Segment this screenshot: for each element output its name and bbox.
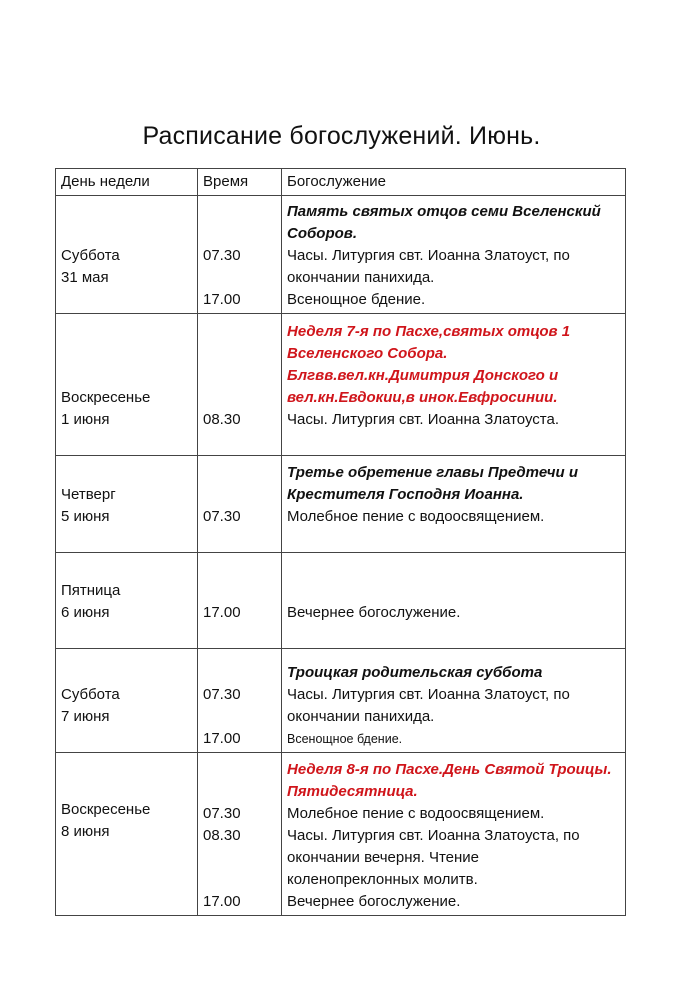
day-cell <box>56 456 198 553</box>
day-date: 6 июня <box>61 604 110 621</box>
page-title: Расписание богослужений. Июнь. <box>142 122 541 150</box>
day-name: Воскресенье <box>61 801 151 818</box>
column-header-service: Богослужение <box>282 169 626 196</box>
day-name: Пятница <box>61 582 121 599</box>
day-cell <box>56 196 198 314</box>
service-cell <box>282 314 626 456</box>
table-row <box>56 314 626 456</box>
service-cell <box>282 196 626 314</box>
service-text: коленопреклонных молитв. <box>287 871 478 888</box>
service-text: Вечернее богослужение. <box>287 893 461 910</box>
day-name: Суббота <box>61 686 120 703</box>
day-date: 31 мая <box>61 269 109 286</box>
day-cell <box>56 553 198 649</box>
service-text: окончании панихида. <box>287 708 435 725</box>
feast-title: Крестителя Господня Иоанна. <box>287 486 524 503</box>
service-cell <box>282 753 626 916</box>
service-time: 07.30 <box>203 247 241 264</box>
feast-title-red: Неделя 8-я по Пасхе.День Святой Троицы. <box>287 761 612 778</box>
service-time: 07.30 <box>203 686 241 703</box>
table-row <box>56 753 626 916</box>
feast-title: Третье обретение главы Предтечи и <box>287 464 579 481</box>
service-text: Вечернее богослужение. <box>287 604 461 621</box>
time-cell <box>198 753 282 916</box>
service-text: окончании панихида. <box>287 269 435 286</box>
day-date: 1 июня <box>61 411 110 428</box>
service-text: Часы. Литургия свт. Иоанна Златоуст, по <box>287 686 570 703</box>
schedule-table <box>55 168 626 916</box>
service-time: 08.30 <box>203 411 241 428</box>
feast-title-red: Вселенского Собора. <box>287 345 448 362</box>
time-cell <box>198 553 282 649</box>
service-time: 08.30 <box>203 827 241 844</box>
day-cell <box>56 649 198 753</box>
day-date: 8 июня <box>61 823 110 840</box>
table-row <box>56 456 626 553</box>
day-name: Суббота <box>61 247 120 264</box>
feast-title-red: Неделя 7-я по Пасхе,святых отцов 1 <box>287 323 571 340</box>
feast-title-red: Блгвв.вел.кн.Димитрия Донского и <box>287 367 559 384</box>
service-text: Часы. Литургия свт. Иоанна Златоуст, по <box>287 247 570 264</box>
day-name: Четверг <box>61 486 116 503</box>
service-time: 17.00 <box>203 291 241 308</box>
day-date: 7 июня <box>61 708 110 725</box>
service-text: Всенощное бдение. <box>287 732 403 746</box>
service-text: Всенощное бдение. <box>287 291 426 308</box>
table-row <box>56 649 626 753</box>
day-cell <box>56 753 198 916</box>
time-cell <box>198 314 282 456</box>
table-row <box>56 553 626 649</box>
day-cell <box>56 314 198 456</box>
table-header-row <box>56 169 626 196</box>
time-cell <box>198 456 282 553</box>
service-time: 17.00 <box>203 893 241 910</box>
service-cell <box>282 553 626 649</box>
service-cell <box>282 649 626 753</box>
column-header-day: День недели <box>56 169 198 196</box>
table-row <box>56 196 626 314</box>
time-cell <box>198 649 282 753</box>
service-time: 07.30 <box>203 805 241 822</box>
service-time: 07.30 <box>203 508 241 525</box>
service-time: 17.00 <box>203 604 241 621</box>
service-time: 17.00 <box>203 730 241 747</box>
feast-title-red: Пятидесятница. <box>287 783 418 800</box>
service-text: Молебное пение с водоосвящением. <box>287 508 545 525</box>
service-text: окончании вечерня. Чтение <box>287 849 479 866</box>
feast-title: Память святых отцов семи Вселенский <box>287 203 601 220</box>
service-text: Молебное пение с водоосвящением. <box>287 805 545 822</box>
service-cell <box>282 456 626 553</box>
time-cell <box>198 196 282 314</box>
service-text: Часы. Литургия свт. Иоанна Златоуста. <box>287 411 559 428</box>
feast-title-red: вел.кн.Евдокии,в инок.Евфросинии. <box>287 389 558 406</box>
day-date: 5 июня <box>61 508 110 525</box>
column-header-time: Время <box>198 169 282 196</box>
feast-title: Троицкая родительская суббота <box>287 664 543 681</box>
day-name: Воскресенье <box>61 389 151 406</box>
feast-title: Соборов. <box>287 225 357 242</box>
service-text: Часы. Литургия свт. Иоанна Златоуста, по <box>287 827 580 844</box>
